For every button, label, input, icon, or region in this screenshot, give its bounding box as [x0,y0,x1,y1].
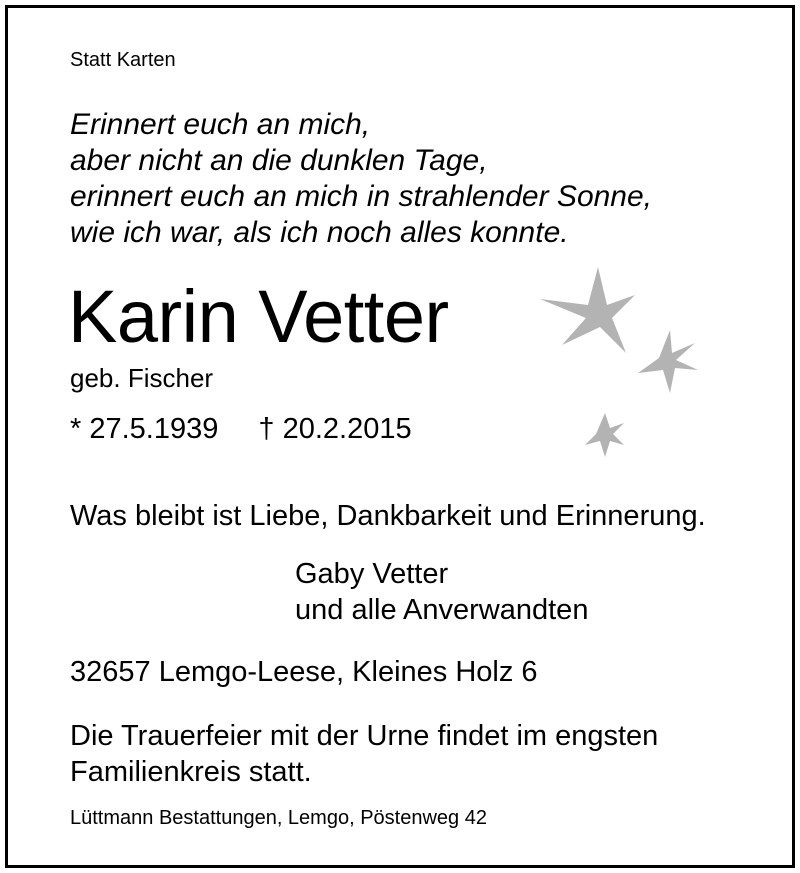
deceased-name: Karin Vetter [68,275,449,358]
notice-line: Familienkreis statt. [70,756,312,788]
death-date: † 20.2.2015 [258,413,412,445]
header-note: Statt Karten [70,49,176,71]
notice-line: Die Trauerfeier mit der Urne findet im engsten [70,720,659,752]
star-medium [638,330,698,393]
address: 32657 Lemgo-Leese, Kleines Holz 6 [70,656,538,688]
funeral-notice [70,718,658,790]
poem [70,107,652,251]
star-large [540,267,635,353]
life-dates [70,415,412,444]
birth-name: geb. Fischer [70,363,214,393]
mourner-line: und alle Anverwandten [295,594,589,626]
undertaker: Lüttmann Bestattungen, Lemgo, Pöstenweg 42 [70,807,487,829]
birth-date: * 27.5.1939 [70,413,219,445]
poem-line: Erinnert euch an mich, [70,108,371,141]
poem-line: wie ich war, als ich noch alles konnte. [70,216,569,249]
star-small [585,413,624,457]
mourners [295,556,588,628]
poem-line: erinnert euch an mich in strahlender Sonne, [70,180,653,213]
mourner-line: Gaby Vetter [295,558,449,590]
stars-icon [520,255,720,470]
poem-line: aber nicht an die dunklen Tage, [70,144,488,177]
quote: Was bleibt ist Liebe, Dankbarkeit und Erinnerung. [70,500,706,532]
